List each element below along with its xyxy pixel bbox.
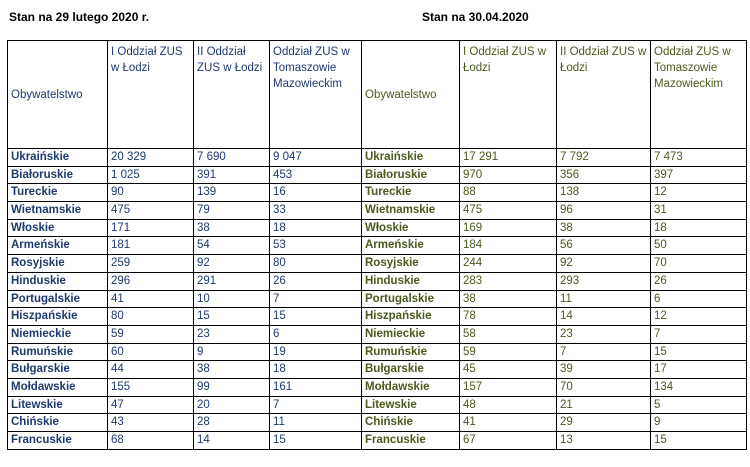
right-citizenship-cell: Bułgarskie [362,361,460,379]
right-tomaszow-cell: 50 [651,237,747,255]
table-row [8,237,747,255]
left-zus1-cell: 59 [108,325,194,343]
left-zus1-cell: 41 [108,290,194,308]
right-zus1-cell: 67 [460,432,557,450]
left-zus1-cell: 171 [108,219,194,237]
left-citizenship-cell: Ukraińskie [8,149,108,167]
table-row [8,343,747,361]
left-tomaszow-cell: 7 [270,396,362,414]
right-citizenship-cell: Rumuńskie [362,343,460,361]
left-tomaszow-cell: 33 [270,202,362,220]
table-row [8,378,747,396]
right-citizenship-cell: Portugalskie [362,290,460,308]
table-row [8,255,747,273]
left-zus1-cell: 44 [108,361,194,379]
left-tomaszow-cell: 15 [270,308,362,326]
right-zus2-cell: 7 [557,343,651,361]
table-row [8,184,747,202]
table-row [8,325,747,343]
right-zus1-cell: 78 [460,308,557,326]
left-tomaszow-cell: 161 [270,378,362,396]
right-tomaszow-cell: 70 [651,255,747,273]
right-zus2-cell: 11 [557,290,651,308]
table-row [8,219,747,237]
left-citizenship-cell: Hinduskie [8,272,108,290]
left-tomaszow-cell: 453 [270,166,362,184]
left-zus1-cell: 155 [108,378,194,396]
right-zus1-cell: 475 [460,202,557,220]
left-tomaszow-cell: 80 [270,255,362,273]
left-citizenship-cell: Mołdawskie [8,378,108,396]
left-tomaszow-cell: 19 [270,343,362,361]
right-zus2-cell: 39 [557,361,651,379]
left-zus2-cell: 139 [194,184,270,202]
left-citizenship-cell: Francuskie [8,432,108,450]
right-citizenship-cell: Hinduskie [362,272,460,290]
table-row [8,290,747,308]
left-zus2-cell: 9 [194,343,270,361]
left-citizenship-cell: Rumuńskie [8,343,108,361]
left-tomaszow-cell: 15 [270,432,362,450]
citizenship-table [7,40,747,450]
left-zus2-cell: 54 [194,237,270,255]
right-tomaszow-cell: 26 [651,272,747,290]
left-zus1-cell: 20 329 [108,149,194,167]
left-tomaszow-cell: 26 [270,272,362,290]
right-zus2-cell: 29 [557,414,651,432]
left-tomaszow-cell: 9 047 [270,149,362,167]
left-citizenship-cell: Białoruskie [8,166,108,184]
right-col-zus2-header: II Oddział ZUS w Łodzi [557,41,651,149]
right-zus2-cell: 56 [557,237,651,255]
left-zus1-cell: 475 [108,202,194,220]
left-col-zus1-header: I Oddział ZUS w Łodzi [108,41,194,149]
right-period-heading: Stan na 30.04.2020 [422,10,529,24]
left-citizenship-cell: Rosyjskie [8,255,108,273]
left-citizenship-cell: Litewskie [8,396,108,414]
left-zus2-cell: 10 [194,290,270,308]
right-citizenship-cell: Ukraińskie [362,149,460,167]
right-zus1-cell: 59 [460,343,557,361]
left-zus2-cell: 20 [194,396,270,414]
right-zus2-cell: 293 [557,272,651,290]
left-zus1-cell: 90 [108,184,194,202]
left-citizenship-cell: Niemieckie [8,325,108,343]
left-citizenship-cell: Wietnamskie [8,202,108,220]
left-col-citizenship-header: Obywatelstwo [8,41,108,149]
right-zus1-cell: 41 [460,414,557,432]
left-zus2-cell: 99 [194,378,270,396]
right-zus1-cell: 169 [460,219,557,237]
left-zus2-cell: 291 [194,272,270,290]
right-tomaszow-cell: 31 [651,202,747,220]
table-row [8,396,747,414]
right-zus1-cell: 48 [460,396,557,414]
table-row [8,149,747,167]
right-citizenship-cell: Wietnamskie [362,202,460,220]
table-row [8,414,747,432]
left-tomaszow-cell: 18 [270,219,362,237]
left-citizenship-cell: Chińskie [8,414,108,432]
right-citizenship-cell: Hiszpańskie [362,308,460,326]
left-period-heading: Stan na 29 lutego 2020 r. [9,10,150,24]
right-zus1-cell: 45 [460,361,557,379]
table-row [8,272,747,290]
right-zus1-cell: 970 [460,166,557,184]
left-zus2-cell: 14 [194,432,270,450]
right-zus1-cell: 58 [460,325,557,343]
left-zus1-cell: 259 [108,255,194,273]
right-col-zus1-header: I Oddział ZUS w Łodzi [460,41,557,149]
right-zus2-cell: 38 [557,219,651,237]
right-zus1-cell: 38 [460,290,557,308]
right-tomaszow-cell: 5 [651,396,747,414]
table-row [8,361,747,379]
right-zus2-cell: 14 [557,308,651,326]
right-citizenship-cell: Armeńskie [362,237,460,255]
right-col-citizenship-header: Obywatelstwo [362,41,460,149]
left-zus1-cell: 80 [108,308,194,326]
right-tomaszow-cell: 15 [651,432,747,450]
right-citizenship-cell: Francuskie [362,432,460,450]
left-zus2-cell: 38 [194,361,270,379]
left-zus2-cell: 15 [194,308,270,326]
left-zus1-cell: 60 [108,343,194,361]
left-zus2-cell: 79 [194,202,270,220]
left-col-tomaszow-header: Oddział ZUS w Tomaszowie Mazowieckim [270,41,362,149]
left-zus2-cell: 391 [194,166,270,184]
table-row [8,308,747,326]
right-zus2-cell: 356 [557,166,651,184]
left-zus2-cell: 7 690 [194,149,270,167]
left-citizenship-cell: Tureckie [8,184,108,202]
table-row [8,166,747,184]
right-zus1-cell: 184 [460,237,557,255]
right-zus2-cell: 7 792 [557,149,651,167]
right-tomaszow-cell: 7 473 [651,149,747,167]
right-citizenship-cell: Białoruskie [362,166,460,184]
left-zus1-cell: 296 [108,272,194,290]
left-zus2-cell: 92 [194,255,270,273]
left-zus2-cell: 28 [194,414,270,432]
right-zus2-cell: 23 [557,325,651,343]
right-zus1-cell: 17 291 [460,149,557,167]
right-zus2-cell: 21 [557,396,651,414]
right-citizenship-cell: Włoskie [362,219,460,237]
left-tomaszow-cell: 6 [270,325,362,343]
right-zus1-cell: 283 [460,272,557,290]
left-zus1-cell: 68 [108,432,194,450]
right-tomaszow-cell: 7 [651,325,747,343]
table-row [8,202,747,220]
left-citizenship-cell: Portugalskie [8,290,108,308]
right-citizenship-cell: Rosyjskie [362,255,460,273]
right-zus1-cell: 88 [460,184,557,202]
right-tomaszow-cell: 134 [651,378,747,396]
left-col-zus2-header: II Oddział ZUS w Łodzi [194,41,270,149]
left-tomaszow-cell: 11 [270,414,362,432]
left-tomaszow-cell: 7 [270,290,362,308]
table-row [8,432,747,450]
right-zus2-cell: 96 [557,202,651,220]
left-zus1-cell: 1 025 [108,166,194,184]
left-zus1-cell: 47 [108,396,194,414]
left-tomaszow-cell: 16 [270,184,362,202]
header-row [8,41,747,149]
right-tomaszow-cell: 15 [651,343,747,361]
right-tomaszow-cell: 397 [651,166,747,184]
right-tomaszow-cell: 12 [651,184,747,202]
right-citizenship-cell: Litewskie [362,396,460,414]
right-citizenship-cell: Chińskie [362,414,460,432]
left-tomaszow-cell: 18 [270,361,362,379]
left-zus2-cell: 38 [194,219,270,237]
left-zus1-cell: 181 [108,237,194,255]
right-zus1-cell: 244 [460,255,557,273]
right-tomaszow-cell: 6 [651,290,747,308]
right-zus2-cell: 13 [557,432,651,450]
left-zus2-cell: 23 [194,325,270,343]
left-citizenship-cell: Włoskie [8,219,108,237]
right-tomaszow-cell: 17 [651,361,747,379]
right-citizenship-cell: Tureckie [362,184,460,202]
right-citizenship-cell: Mołdawskie [362,378,460,396]
right-tomaszow-cell: 12 [651,308,747,326]
right-tomaszow-cell: 9 [651,414,747,432]
left-citizenship-cell: Bułgarskie [8,361,108,379]
right-citizenship-cell: Niemieckie [362,325,460,343]
left-citizenship-cell: Hiszpańskie [8,308,108,326]
right-zus2-cell: 138 [557,184,651,202]
left-zus1-cell: 43 [108,414,194,432]
right-zus1-cell: 157 [460,378,557,396]
right-col-tomaszow-header: Oddział ZUS w Tomaszowie Mazowieckim [651,41,747,149]
right-zus2-cell: 92 [557,255,651,273]
left-tomaszow-cell: 53 [270,237,362,255]
right-zus2-cell: 70 [557,378,651,396]
right-tomaszow-cell: 18 [651,219,747,237]
left-citizenship-cell: Armeńskie [8,237,108,255]
